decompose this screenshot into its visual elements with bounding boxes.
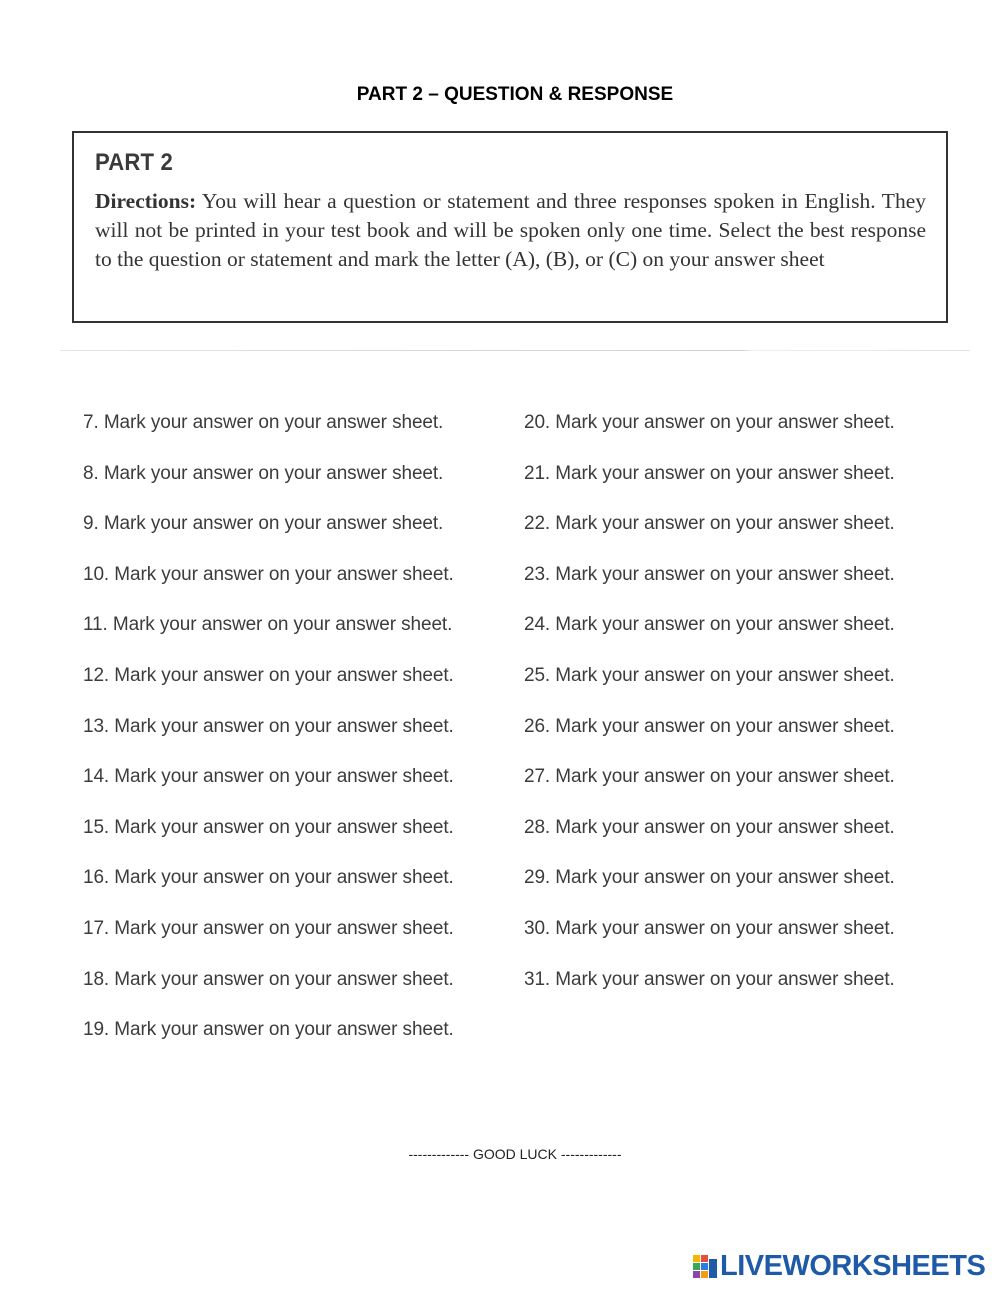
question-item: 22. Mark your answer on your answer sheet.	[524, 513, 895, 535]
question-item: 18. Mark your answer on your answer sheet.	[83, 968, 454, 990]
question-item: 28. Mark your answer on your answer sheet.	[524, 816, 895, 838]
question-item: 31. Mark your answer on your answer sheet.	[524, 968, 895, 990]
section-divider	[60, 350, 970, 351]
directions-box	[72, 131, 948, 323]
question-item: 14. Mark your answer on your answer sheet.	[83, 766, 454, 788]
question-item: 7. Mark your answer on your answer sheet.	[83, 412, 444, 433]
question-item: 30. Mark your answer on your answer sheet.	[524, 917, 895, 939]
liveworksheets-logo-icon	[692, 1254, 718, 1280]
question-item: 25. Mark your answer on your answer sheet.	[524, 664, 895, 686]
liveworksheets-brand	[692, 1252, 985, 1281]
question-item: 24. Mark your answer on your answer sheet.	[524, 614, 895, 636]
question-item: 9. Mark your answer on your answer sheet.	[83, 513, 444, 535]
question-column-right	[524, 412, 895, 1019]
question-column-left	[83, 412, 454, 1070]
question-item: 16. Mark your answer on your answer sheet.	[83, 867, 454, 889]
question-item: 11. Mark your answer on your answer sheet.	[83, 614, 453, 636]
directions-text	[95, 187, 926, 274]
page-title: PART 2 – QUESTION & RESPONSE	[356, 84, 674, 105]
good-luck-note: ------------- GOOD LUCK -------------	[408, 1146, 622, 1162]
question-item: 26. Mark your answer on your answer sheet.	[524, 715, 895, 737]
question-item: 10. Mark your answer on your answer sheet.	[83, 563, 454, 585]
question-item: 12. Mark your answer on your answer sheet.	[83, 664, 454, 686]
question-item: 15. Mark your answer on your answer sheet.	[83, 816, 454, 838]
question-item: 8. Mark your answer on your answer sheet.	[83, 462, 444, 484]
question-item: 27. Mark your answer on your answer sheet.	[524, 766, 895, 788]
question-item: 21. Mark your answer on your answer sheet.	[524, 462, 895, 484]
part-heading: PART 2	[95, 149, 173, 176]
question-item: 17. Mark your answer on your answer sheet.	[83, 917, 454, 939]
liveworksheets-wordmark: LIVEWORKSHEETS	[720, 1250, 986, 1282]
question-item: 13. Mark your answer on your answer sheet.	[83, 715, 454, 737]
directions-label: Directions:	[95, 189, 197, 213]
question-item: 19. Mark your answer on your answer sheet.	[83, 1019, 454, 1041]
question-item: 29. Mark your answer on your answer sheet.	[524, 867, 895, 889]
directions-body: You will hear a question or statement and three responses spoken in English. They will not be printed in your test book and will be spoken only one time. Select the best response to the question or statement and mark the letter (A), (B), or (C) on your answer sheet	[95, 189, 926, 271]
question-item: 23. Mark your answer on your answer sheet.	[524, 563, 895, 585]
question-item: 20. Mark your answer on your answer sheet.	[524, 412, 895, 433]
